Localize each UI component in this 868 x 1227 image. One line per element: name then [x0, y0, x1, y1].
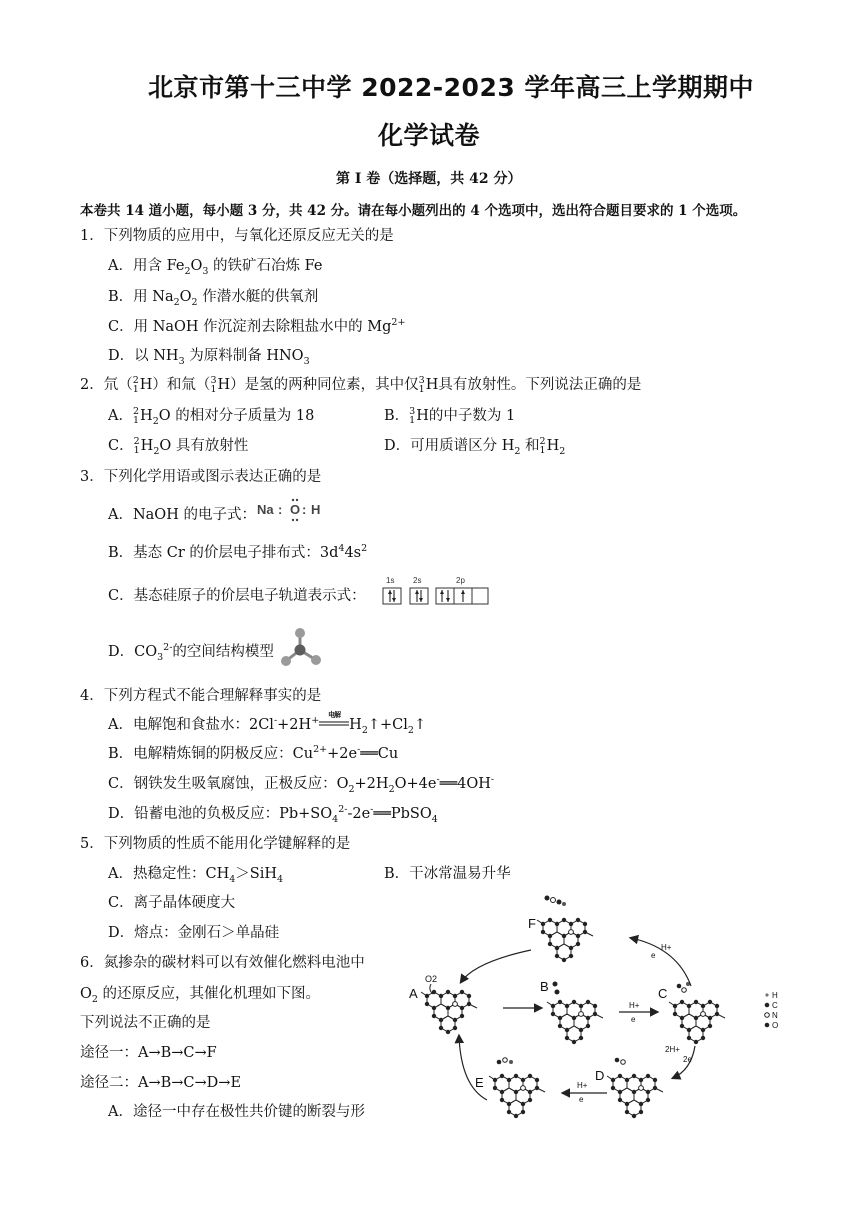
label-h-plus-bc: H+ [629, 1001, 640, 1010]
instructions: 本卷共 14 道小题，每小题 3 分，共 42 分。请在每小题列出的 4 个选项中，选出符合题目要求的 1 个选项。 [80, 203, 747, 219]
q6-stem-line1: 6．氮掺杂的碳材料可以有效催化燃料电池中 [80, 955, 365, 971]
legend-h: H [772, 991, 778, 1000]
arrow-e-to-a [459, 1036, 487, 1100]
label-e-de: e [579, 1095, 584, 1104]
label-f: F [528, 916, 536, 931]
q6-stem-line3: 下列说法不正确的是 [80, 1015, 211, 1031]
q2-option-d: D．可用质谱区分 $H_2$ 和 2 1 $H_2$ [384, 436, 566, 457]
q2-option-b: B． 3 1 H的中子数为 1 [384, 406, 516, 426]
label-d: D [595, 1068, 605, 1083]
q3-option-d: D．$CO_3^{2-}$的空间结构模型 [108, 642, 274, 663]
q5-stem: 5．下列物质的性质不能用化学键解释的是 [80, 836, 351, 852]
label-e-cf: e [651, 951, 656, 960]
structure-c [669, 1000, 725, 1044]
label-2e: 2e [683, 1055, 692, 1064]
q4-option-d: D．铅蓄电池的负极反应：$Pb+SO_4^{2-}-2e^-══PbSO_4$ [108, 804, 438, 825]
page-subtitle: 化学试卷 [378, 121, 481, 150]
q1-stem: 1．下列物质的应用中，与氧化还原反应无关的是 [80, 228, 394, 244]
q6-path-two: 途径二：A→B→C→D→E [80, 1075, 242, 1091]
q6-option-a: A．途径一中存在极性共价键的断裂与形 [108, 1104, 365, 1120]
q2-option-a: A． 2 1 $H_2O$ 的相对分子质量为 18 [108, 406, 315, 427]
q1-option-a: A．用含 $Fe_2O_3$ 的铁矿石冶炼 Fe [108, 258, 323, 277]
structure-b [547, 1000, 603, 1044]
si-orbital-diagram [380, 574, 492, 610]
atom-legend [765, 991, 779, 1030]
legend-n: N [772, 1011, 778, 1020]
q6-path-one: 途径一：A→B→C→F [80, 1045, 217, 1061]
label-h-plus-cf: H+ [661, 943, 672, 952]
orbital-label-1s: 1s [386, 576, 395, 585]
svg-text::: : [302, 502, 307, 517]
orbital-label-2s: 2s [413, 576, 422, 585]
svg-text:O: O [290, 502, 301, 517]
q4-option-c: C．钢铁发生吸氧腐蚀，正极反应：$O_2+2H_2O+4e^-══4OH^-$ [108, 774, 495, 795]
q5-option-b: B．干冰常温易升华 [384, 866, 511, 882]
q3-option-c: C．基态硅原子的价层电子轨道表示式： [108, 588, 366, 604]
structure-a [421, 990, 477, 1034]
page-title: 北京市第十三中学 2022-2023 学年高三上学期期中 [148, 73, 754, 102]
q1-option-c: C．用 NaOH 作沉淀剂去除粗盐水中的 $Mg^{2+}$ [108, 317, 406, 335]
label-2h-plus: 2H+ [665, 1045, 680, 1054]
q2-stem: 2．氘（ 2 1 H）和氚（ 3 1 H）是氢的两种同位素，其中仅 3 1 H具有放射性。下列说法正确的是 [80, 375, 642, 395]
svg-text:H: H [311, 502, 321, 517]
q1-option-b: B．用 $Na_2O_2$ 作潜水艇的供氧剂 [108, 289, 319, 308]
label-o2: O2 [425, 974, 438, 984]
q5-option-c: C．离子晶体硬度大 [108, 895, 236, 911]
svg-text:Na: Na [257, 502, 274, 517]
section-heading: 第 I 卷（选择题，共 42 分） [336, 171, 522, 187]
label-b: B [540, 979, 549, 994]
label-h-plus-de: H+ [577, 1081, 588, 1090]
q3-option-b: B．基态 Cr 的价层电子排布式：$3d^44s^2$ [108, 543, 368, 561]
q5-option-d: D．熔点：金刚石＞单晶硅 [108, 925, 280, 941]
co3-structure-model [278, 626, 328, 668]
structure-e [489, 1074, 545, 1118]
q3-stem: 3．下列化学用语或图示表达正确的是 [80, 469, 322, 485]
naoh-electron-formula [252, 494, 328, 524]
label-a: A [409, 986, 418, 1001]
q5-option-a: A．热稳定性：$CH_4>SiH_4$ [108, 866, 284, 885]
q1-option-d: D．以 $NH_3$ 为原料制备 $HNO_3$ [108, 348, 310, 367]
arrow-a-to-f [461, 950, 531, 982]
q2-option-c: C． 2 1 $H_2O$ 具有放射性 [108, 436, 249, 457]
legend-o: O [772, 1021, 779, 1030]
svg-text::: : [278, 502, 283, 517]
legend-c: C [772, 1001, 778, 1010]
q4-option-a: A．电解饱和食盐水：2Cl-+2H+ 电解 $H_2↑+Cl_2↑$ [108, 710, 427, 736]
catalysis-mechanism-diagram [395, 890, 795, 1122]
structure-d [607, 1074, 663, 1118]
label-c: C [658, 986, 668, 1001]
orbital-label-2p: 2p [456, 576, 465, 585]
q3-option-a: A．NaOH 的电子式： [108, 507, 256, 523]
q6-stem-line2: $O_2$ 的还原反应，其催化机理如下图。 [80, 986, 321, 1005]
q4-option-b: B．电解精炼铜的阴极反应：$Cu^{2+}+2e^-══Cu$ [108, 744, 399, 762]
label-e: E [475, 1075, 484, 1090]
label-e-bc: e [631, 1015, 636, 1024]
q4-stem: 4．下列方程式不能合理解释事实的是 [80, 688, 322, 704]
structure-f [537, 918, 593, 962]
